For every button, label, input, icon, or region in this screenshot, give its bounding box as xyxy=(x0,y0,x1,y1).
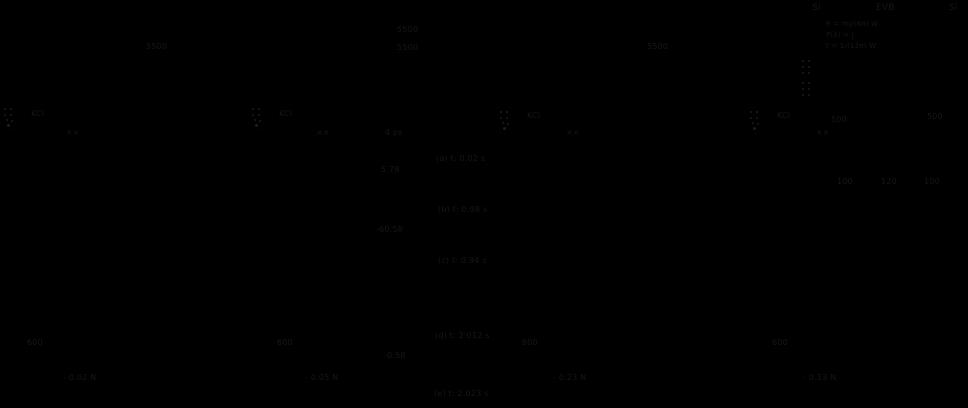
marker-dots-column-upper xyxy=(802,60,814,80)
panel-4-scale-label: ×× xyxy=(816,128,830,137)
panel-3-marker-label: KCl xyxy=(527,111,541,120)
header-center-label: EVB xyxy=(876,3,895,13)
value-upper: 5.78 xyxy=(381,165,400,174)
panel-2-scale-label: ×× xyxy=(316,128,330,137)
panel-3-scale-label: ×× xyxy=(566,128,580,137)
caption-d: (d) t: 2.012 s xyxy=(435,331,490,340)
right-tick-2: 120 xyxy=(881,177,897,186)
value-lower: -0.58 xyxy=(384,351,406,360)
value-mid: -60.58 xyxy=(376,225,403,234)
legend-line-3: t = 1/(12π) W xyxy=(826,42,877,50)
molecule-dots-panel-1 xyxy=(4,108,20,134)
tick-top-right: 5500 xyxy=(647,42,669,51)
panel-4-bottom-value: - 0.13 N xyxy=(803,373,837,382)
header-right-label: Si xyxy=(949,3,958,13)
panel-4-marker-label: KCl xyxy=(777,111,791,120)
header-left-label: Si xyxy=(812,3,821,13)
right-tick-1: 100 xyxy=(837,177,853,186)
tick-500-inner: 500 xyxy=(831,115,847,124)
panel-1-bottom-value: - 0.02 N xyxy=(63,373,97,382)
tick-top-center-lower: 5500 xyxy=(397,43,419,52)
panel-2-bottom-value: - 0.05 N xyxy=(305,373,339,382)
legend-line-1: R = mJ/(6π) W xyxy=(826,20,879,28)
tick-500-outer: 500 xyxy=(927,112,943,121)
panel-4-bottom-label: 600 xyxy=(772,338,788,347)
legend-line-2: P(λ) = J xyxy=(826,31,854,39)
tick-top-center-upper: 5500 xyxy=(397,25,419,34)
caption-a: (a) t: 0.02 s xyxy=(436,154,486,163)
right-tick-3: 100 xyxy=(924,177,940,186)
caption-e: (e) t: 2.023 s xyxy=(434,389,489,398)
panel-3-bottom-value: - 0.23 N xyxy=(553,373,587,382)
tick-top-left: 5500 xyxy=(146,42,168,51)
molecule-dots-panel-4 xyxy=(750,111,766,137)
panel-2-bottom-label: 600 xyxy=(277,338,293,347)
panel-1-bottom-label: 600 xyxy=(27,338,43,347)
caption-b: (b) t: 0.98 s xyxy=(438,205,488,214)
time-scale-label: 4 ps xyxy=(385,128,403,137)
panel-1-scale-label: ×× xyxy=(66,128,80,137)
panel-3-bottom-label: 600 xyxy=(522,338,538,347)
molecule-dots-panel-3 xyxy=(500,111,516,137)
caption-c: (c) t: 0.94 s xyxy=(438,256,487,265)
panel-2-marker-label: KCl xyxy=(279,109,293,118)
panel-1-marker-label: KCl xyxy=(31,109,45,118)
marker-dots-column-lower xyxy=(802,82,814,102)
molecule-dots-panel-2 xyxy=(252,108,268,134)
